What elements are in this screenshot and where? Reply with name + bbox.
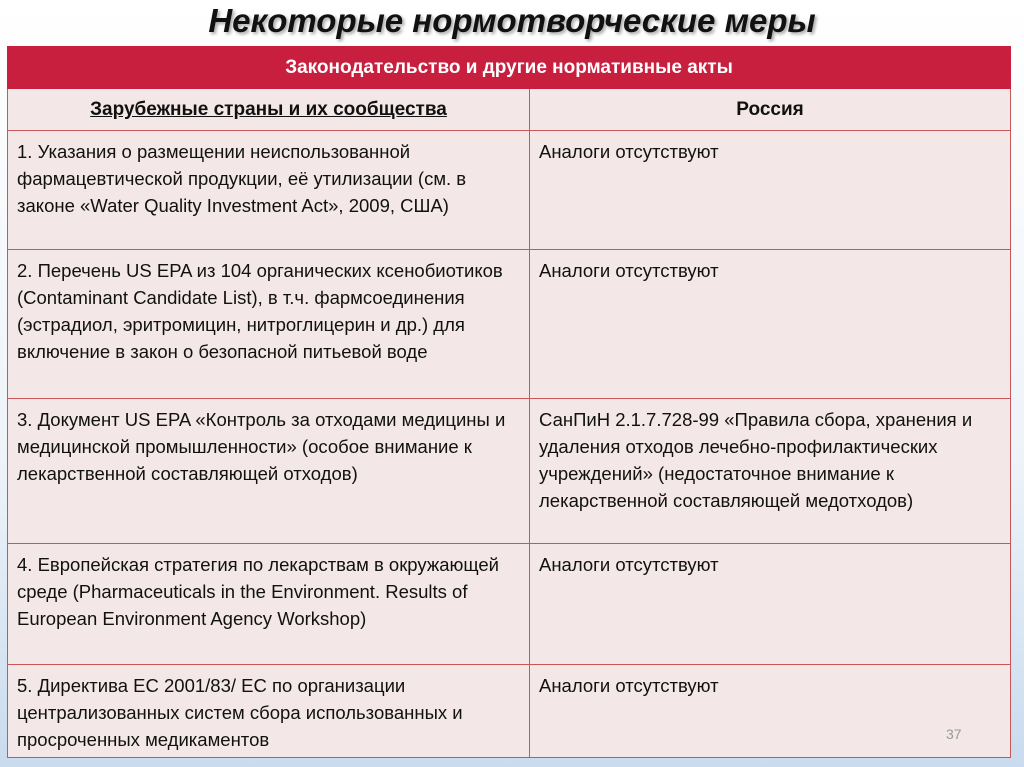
russia-cell: Аналоги отсутствуют <box>530 131 1011 250</box>
column-header-foreign-label: Зарубежные страны и их сообщества <box>90 99 447 120</box>
table-row <box>8 665 1011 758</box>
table-header-row <box>8 47 1011 89</box>
table-row <box>8 250 1011 399</box>
russia-cell: Аналоги отсутствуют <box>530 250 1011 399</box>
foreign-cell: 3. Документ US EPA «Контроль за отходами медицины и медицинской промышленности» (особое внимание к лекарственной составляющей отходов) <box>8 399 530 544</box>
column-header-foreign <box>8 89 530 131</box>
table-header: Законодательство и другие нормативные акты <box>8 47 1011 89</box>
table-row <box>8 399 1011 544</box>
russia-cell: Аналоги отсутствуют <box>530 544 1011 665</box>
foreign-cell: 2. Перечень US EPA из 104 органических ксенобиотиков (Contaminant Candidate List), в т.ч. фармсоединения (эстрадиол, эритромицин, нитроглицерин и др.) для включение в закон о безопасной питьевой воде <box>8 250 530 399</box>
page-number: 37 <box>946 726 962 742</box>
foreign-cell: 4. Европейская стратегия по лекарствам в окружающей среде (Pharmaceuticals in the Environment. Results of European Environment Agency Workshop) <box>8 544 530 665</box>
slide-title: Некоторые нормотворческие меры <box>208 2 816 39</box>
measures-table <box>7 46 1011 758</box>
foreign-cell: 1. Указания о размещении неиспользованной фармацевтической продукции, её утилизации (см. в законе «Water Quality Investment Act», 2009, США) <box>8 131 530 250</box>
russia-cell: СанПиН 2.1.7.728-99 «Правила сбора, хранения и удаления отходов лечебно-профилактических учреждений» (недостаточное внимание к лекарственной составляющей медотходов) <box>530 399 1011 544</box>
column-header-row <box>8 89 1011 131</box>
table-row <box>8 544 1011 665</box>
russia-cell: Аналоги отсутствуют <box>530 665 1011 758</box>
table-row <box>8 131 1011 250</box>
foreign-cell: 5. Директива ЕС 2001/83/ ЕС по организации централизованных систем сбора использованных и просроченных медикаментов <box>8 665 530 758</box>
column-header-russia: Россия <box>530 89 1011 131</box>
